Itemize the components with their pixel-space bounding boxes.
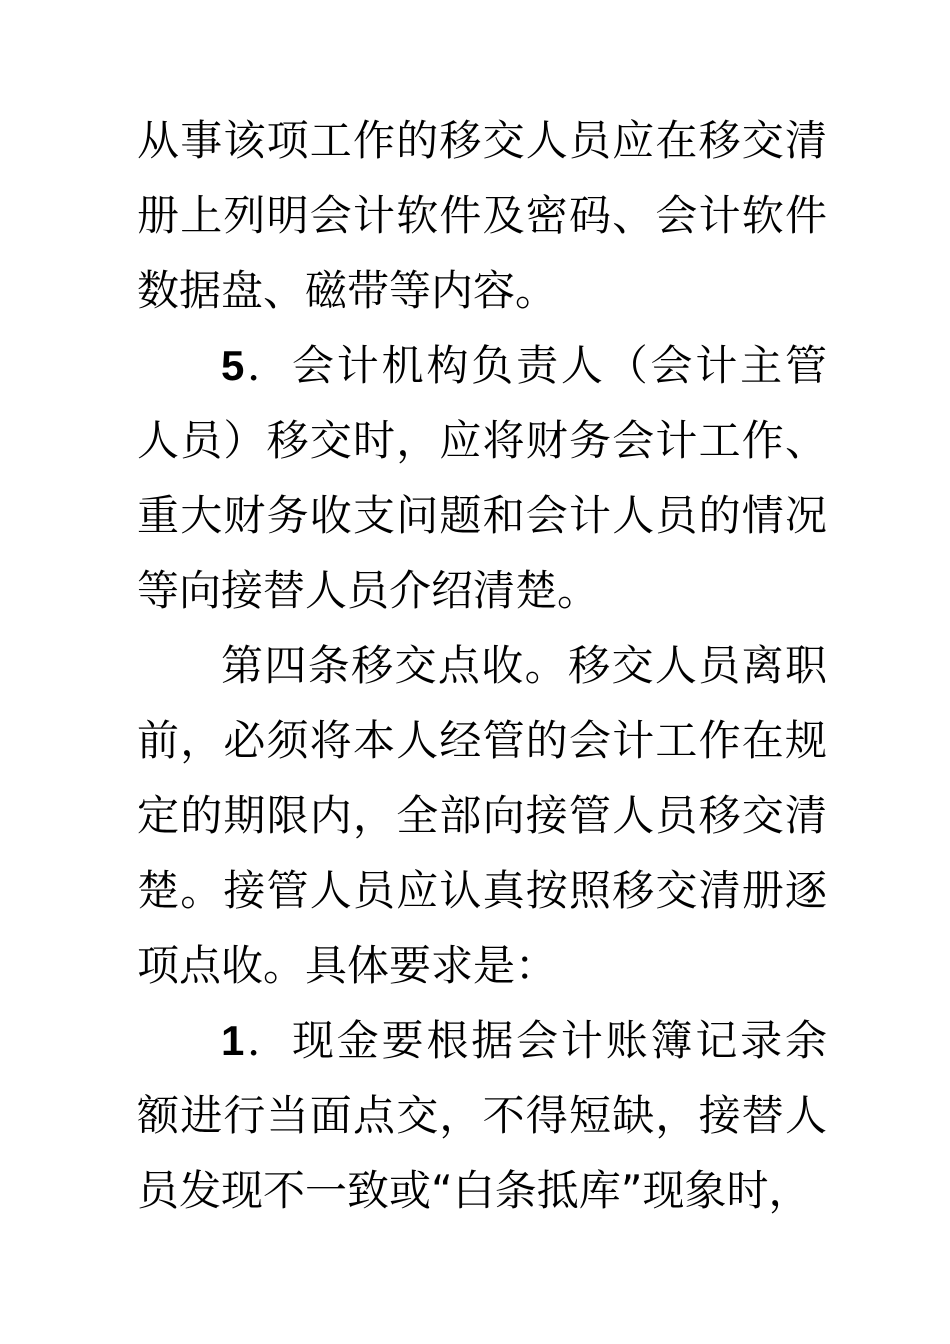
document-body xyxy=(137,103,827,1228)
paragraph-continuation xyxy=(137,103,827,328)
paragraph-text: 第四条移交点收。移交人员离职前，必须将本人经管的会计工作在规定的期限内，全部向接管人员移交清楚。接管人员应认真按照移交清册逐项点收。具体要求是： xyxy=(137,641,827,990)
item-number: 5 xyxy=(221,342,245,389)
paragraph-text: 从事该项工作的移交人员应在移交清册上列明会计软件及密码、会计软件数据盘、磁带等内容。 xyxy=(137,116,827,315)
paragraph-article-4 xyxy=(137,628,827,1003)
paragraph-item-5 xyxy=(137,328,827,628)
paragraph-item-1 xyxy=(137,1003,827,1228)
paragraph-text: ．会计机构负责人（会计主管人员）移交时，应将财务会计工作、重大财务收支问题和会计人员的情况等向接替人员介绍清楚。 xyxy=(137,341,827,615)
paragraph-text: ．现金要根据会计账簿记录余额进行当面点交，不得短缺，接替人员发现不一致或“白条抵库”现象时， xyxy=(137,1016,827,1215)
item-number: 1 xyxy=(221,1017,245,1064)
